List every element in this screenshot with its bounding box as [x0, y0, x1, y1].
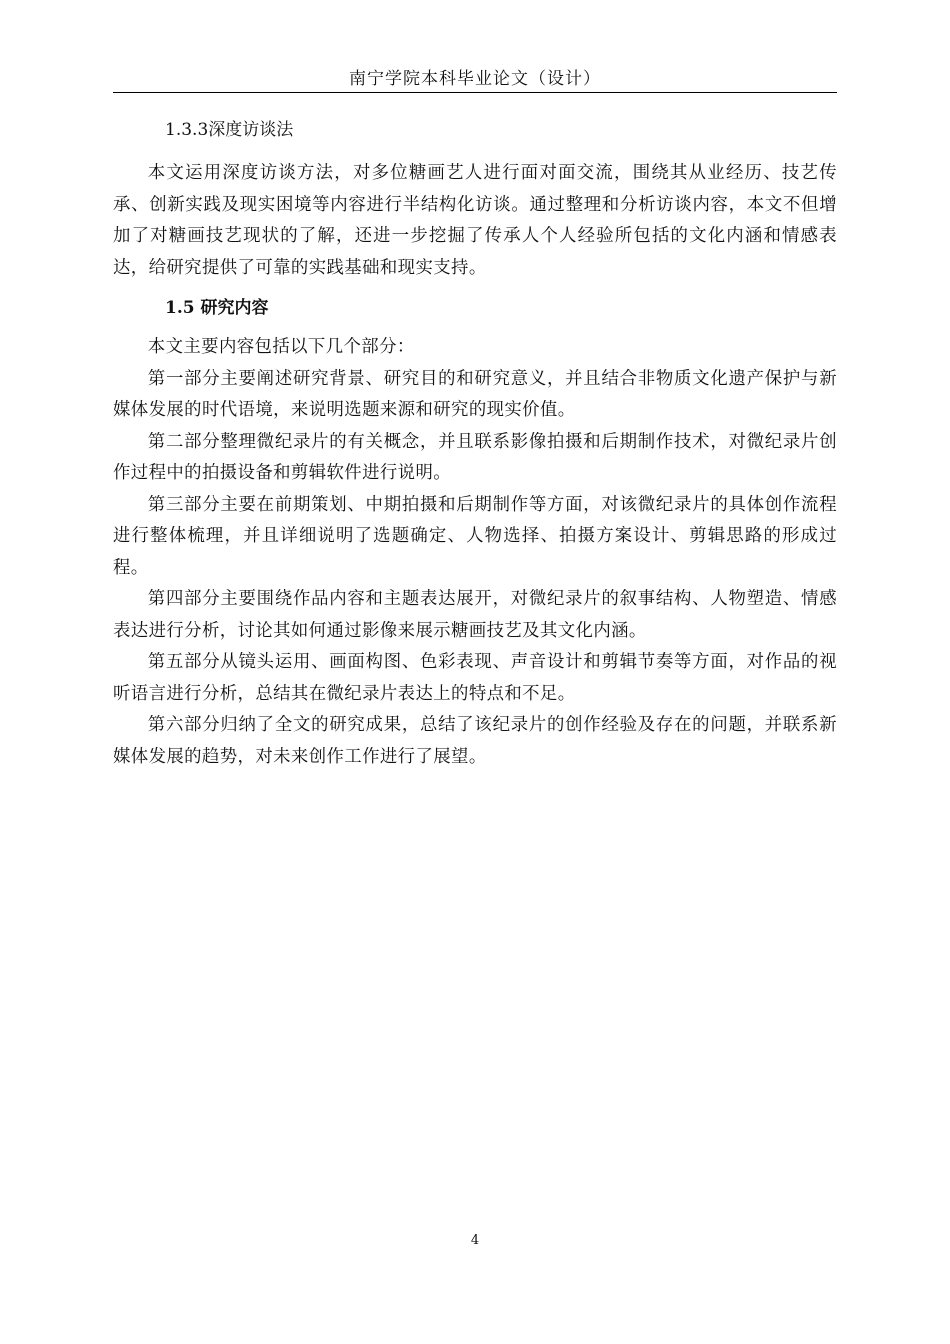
page-header: 南宁学院本科毕业论文（设计） [349, 69, 601, 89]
header-rule [113, 92, 837, 93]
body-paragraph: 第四部分主要围绕作品内容和主题表达展开，对微纪录片的叙事结构、人物塑造、情感表达进行分析，讨论其如何通过影像来展示糖画技艺及其文化内涵。 [113, 589, 837, 641]
section-heading-1-5: 1.5 研究内容 [165, 298, 269, 318]
body-paragraph: 本文运用深度访谈方法，对多位糖画艺人进行面对面交流，围绕其从业经历、技艺传承、创新实践及现实困境等内容进行半结构化访谈。通过整理和分析访谈内容，本文不但增加了对糖画技艺现状的了解，还进一步挖掘了传承人个人经验所包括的文化内涵和情感表达，给研究提供了可靠的实践基础和现实支持。 [113, 163, 837, 278]
spacer [113, 148, 837, 158]
page-body [113, 112, 837, 773]
body-paragraph: 第五部分从镜头运用、画面构图、色彩表现、声音设计和剪辑节奏等方面，对作品的视听语言进行分析，总结其在微纪录片表达上的特点和不足。 [113, 652, 837, 704]
body-paragraph: 第三部分主要在前期策划、中期拍摄和后期制作等方面，对该微纪录片的具体创作流程进行整体梳理，并且详细说明了选题确定、人物选择、拍摄方案设计、剪辑思路的形成过程。 [113, 494, 837, 578]
body-paragraph: 第一部分主要阐述研究背景、研究目的和研究意义，并且结合非物质文化遗产保护与新媒体发展的时代语境，来说明选题来源和研究的现实价值。 [113, 368, 837, 420]
page-number: 4 [470, 1233, 480, 1248]
body-paragraph: 第二部分整理微纪录片的有关概念，并且联系影像拍摄和后期制作技术，对微纪录片创作过程中的拍摄设备和剪辑软件进行说明。 [113, 431, 837, 483]
body-paragraph: 本文主要内容包括以下几个部分： [147, 337, 415, 357]
subsection-heading-1-3-3: 1.3.3深度访谈法 [165, 120, 294, 140]
body-paragraph: 第六部分归纳了全文的研究成果，总结了该纪录片的创作经验及存在的问题，并联系新媒体发展的趋势，对未来创作工作进行了展望。 [113, 715, 837, 767]
